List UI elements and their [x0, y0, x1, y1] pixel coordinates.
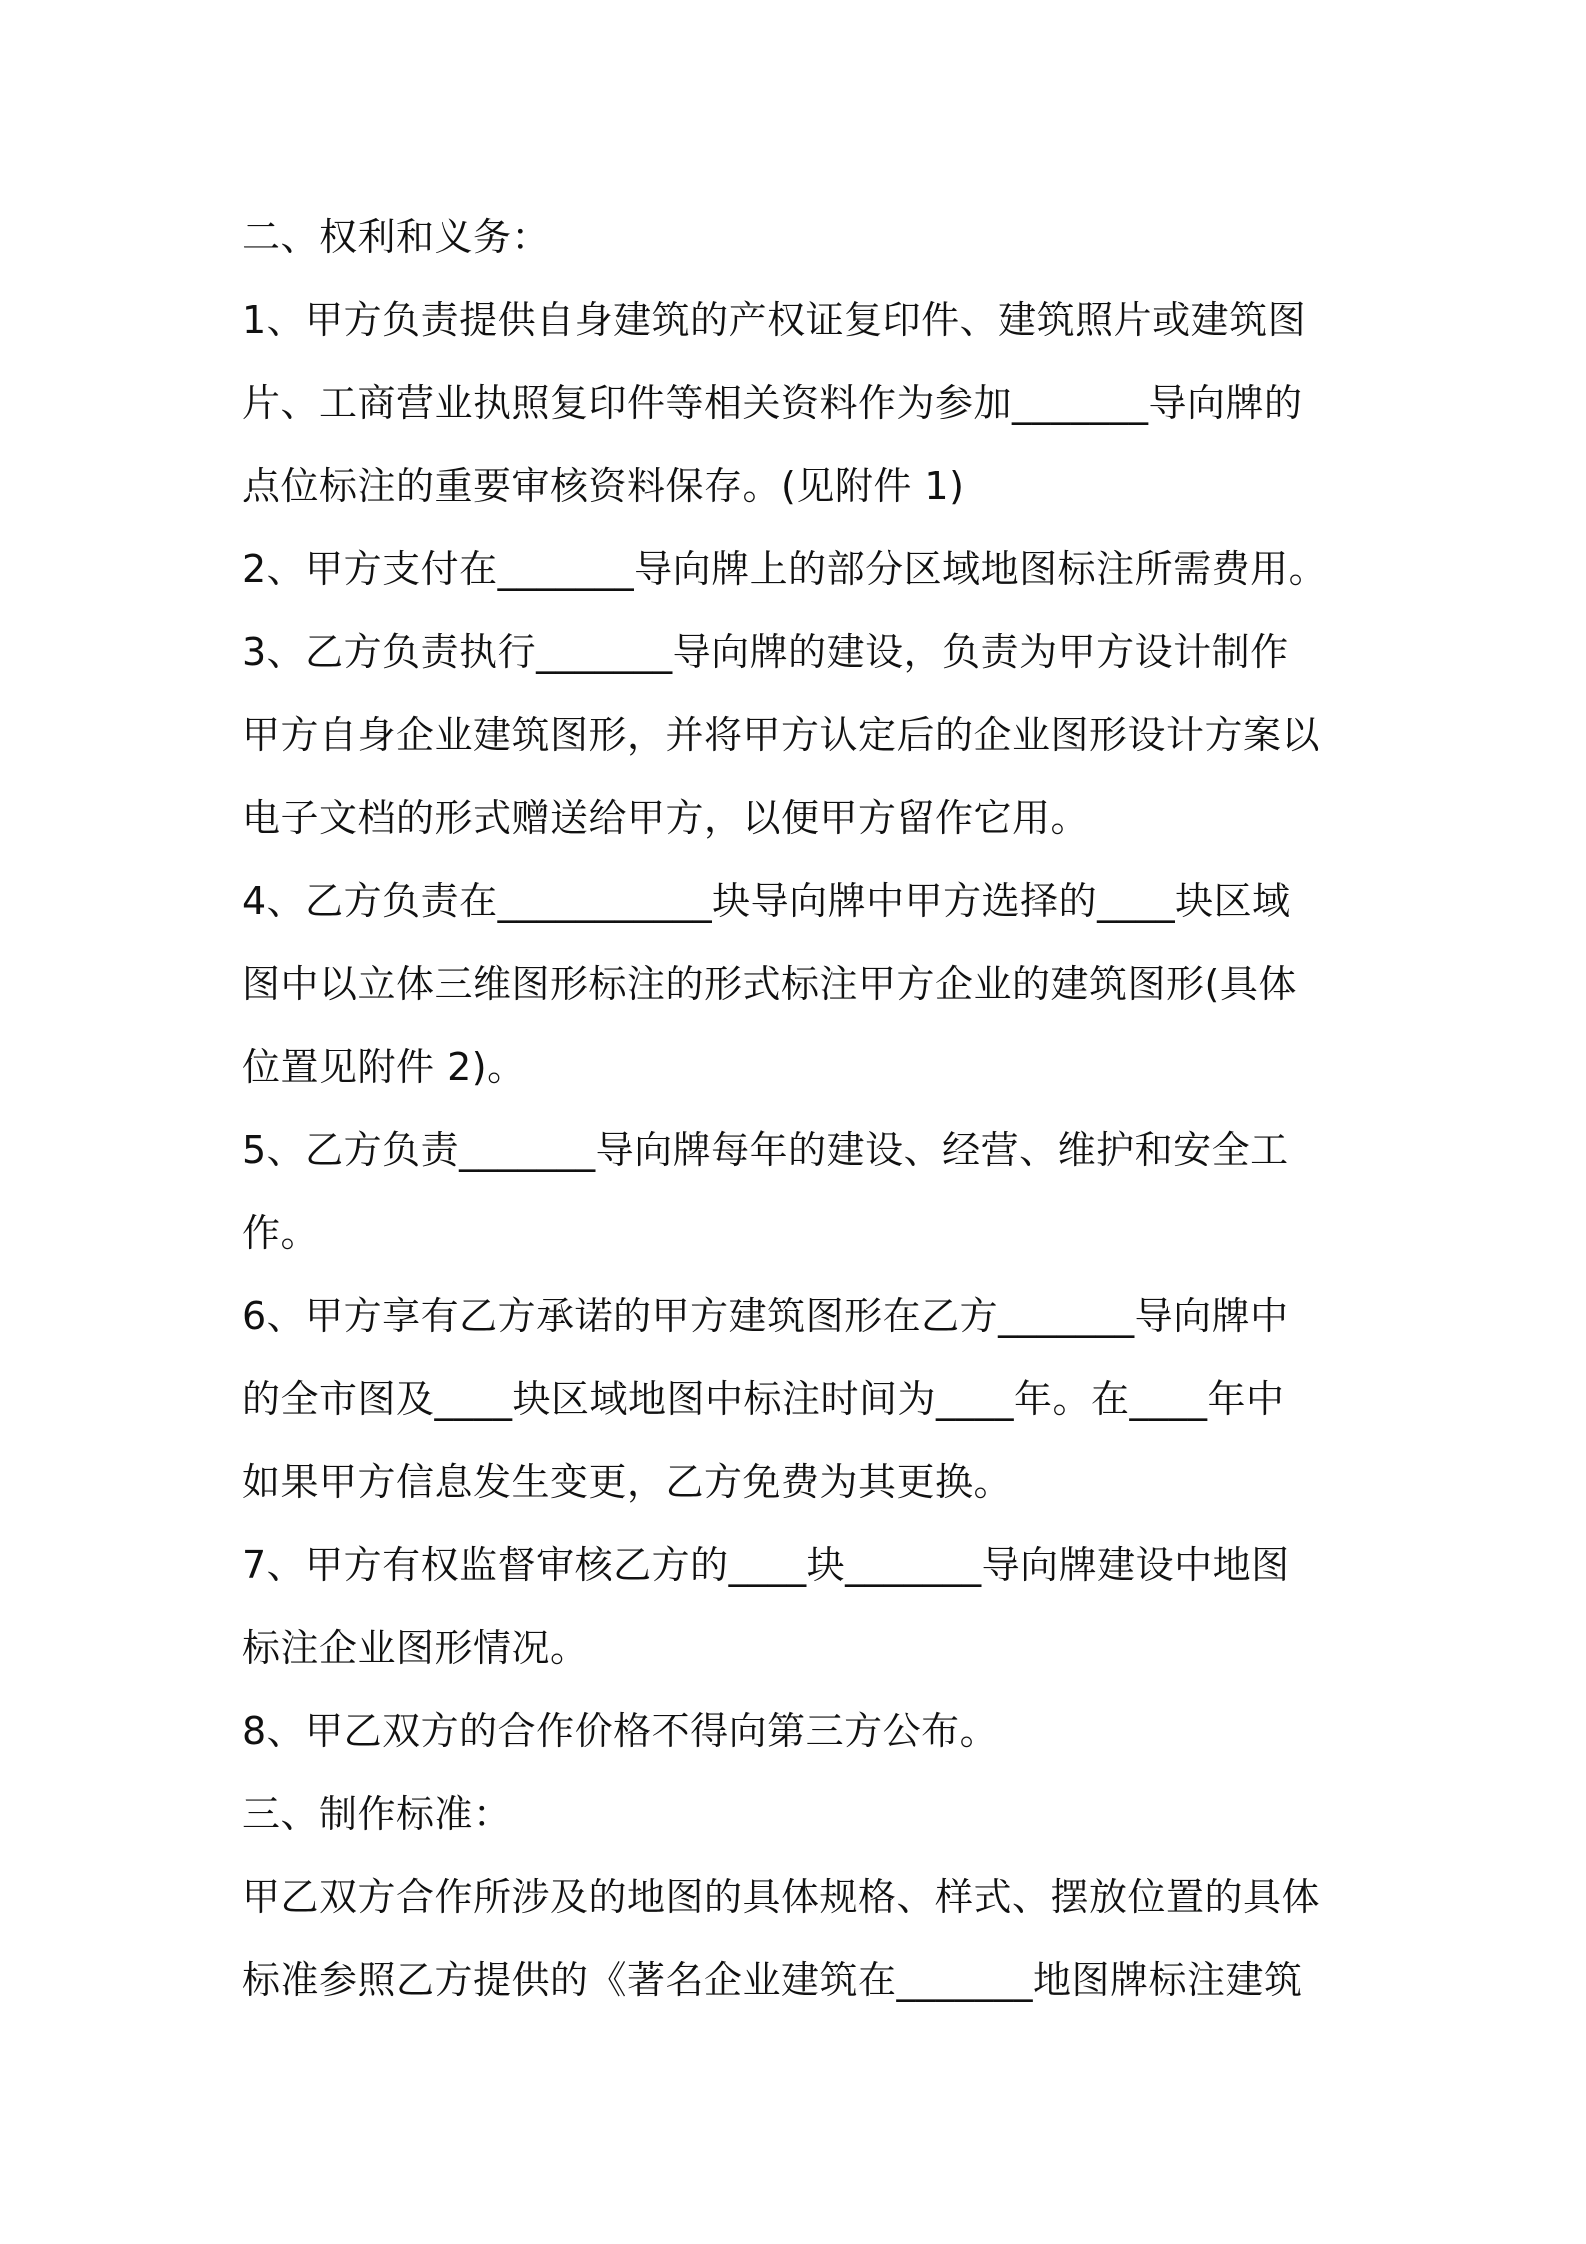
clause-1-line-1: 1、甲方负责提供自身建筑的产权证复印件、建筑照片或建筑图 [242, 298, 1307, 342]
clause-3-line-3: 电子文档的形式赠送给甲方，以便甲方留作它用。 [242, 796, 1090, 840]
clause-5-line-1: 5、乙方负责_______导向牌每年的建设、经营、维护和安全工 [242, 1128, 1289, 1172]
section-heading-standards: 三、制作标准： [242, 1792, 512, 1836]
section-heading-rights: 二、权利和义务： [242, 215, 551, 259]
clause-4-line-2: 图中以立体三维图形标注的形式标注甲方企业的建筑图形(具体 [242, 962, 1297, 1006]
clause-6-line-3: 如果甲方信息发生变更，乙方免费为其更换。 [242, 1460, 1013, 1504]
document-body [242, 196, 1362, 2022]
clause-4-line-1: 4、乙方负责在___________块导向牌中甲方选择的____块区域 [242, 879, 1291, 923]
clause-6-line-1: 6、甲方享有乙方承诺的甲方建筑图形在乙方_______导向牌中 [242, 1294, 1289, 1338]
standards-paragraph-line-2: 标准参照乙方提供的《著名企业建筑在_______地图牌标注建筑 [242, 1958, 1303, 2002]
clause-6-line-2: 的全市图及____块区域地图中标注时间为____年。在____年中 [242, 1377, 1285, 1421]
clause-7-line-2: 标注企业图形情况。 [242, 1626, 589, 1670]
clause-3-line-2: 甲方自身企业建筑图形，并将甲方认定后的企业图形设计方案以 [242, 713, 1321, 757]
standards-paragraph-line-1: 甲乙双方合作所涉及的地图的具体规格、样式、摆放位置的具体 [242, 1875, 1321, 1919]
clause-1-line-3: 点位标注的重要审核资料保存。(见附件 1) [242, 464, 965, 508]
clause-4-line-3: 位置见附件 2)。 [242, 1045, 526, 1089]
clause-1-line-2: 片、工商营业执照复印件等相关资料作为参加_______导向牌的 [242, 381, 1303, 425]
clause-3-line-1: 3、乙方负责执行_______导向牌的建设，负责为甲方设计制作 [242, 630, 1289, 674]
clause-2-line-1: 2、甲方支付在_______导向牌上的部分区域地图标注所需费用。 [242, 547, 1328, 591]
clause-5-line-2: 作。 [242, 1211, 320, 1255]
clause-7-line-1: 7、甲方有权监督审核乙方的____块_______导向牌建设中地图 [242, 1543, 1290, 1587]
clause-8-line-1: 8、甲乙双方的合作价格不得向第三方公布。 [242, 1709, 999, 1753]
